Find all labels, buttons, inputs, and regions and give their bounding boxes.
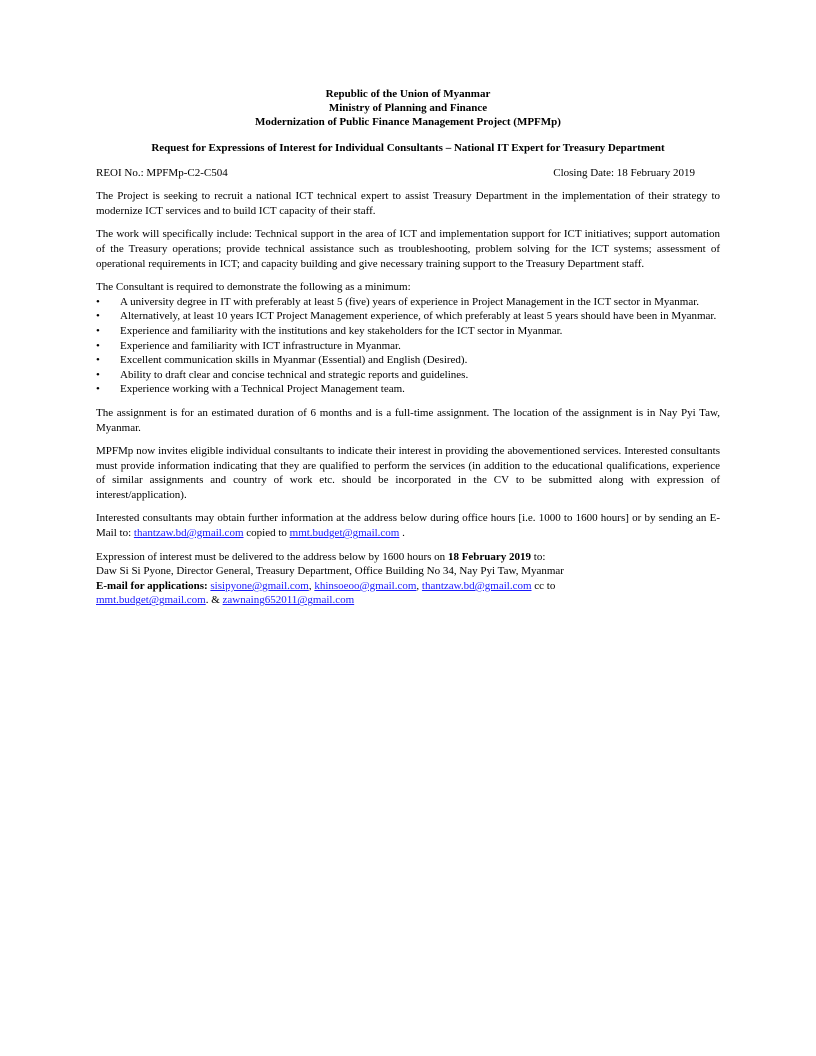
- bullet-icon: •: [96, 324, 100, 337]
- email-link-mmt-budget[interactable]: mmt.budget@gmail.com: [289, 527, 400, 540]
- delivery-date: 18 February 2019: [447, 550, 532, 563]
- bullet-icon: •: [96, 383, 100, 396]
- list-item: • Experience and familiarity with ICT infrastructure in Myanmar.: [96, 339, 401, 352]
- delivery-instruction: Expression of interest must be delivered to the address below by 1600 hours on 18 February 2019 to:: [96, 550, 546, 563]
- document-header: [96, 87, 720, 129]
- email-link-sisipyone[interactable]: sisipyone@gmail.com: [210, 579, 309, 592]
- paragraph-assignment-duration: The assignment is for an estimated duration of 6 months and is a full-time assignment. The location of the assignment is in Nay Pyi Taw, Myanmar.: [96, 406, 720, 434]
- list-item: • Alternatively, at least 10 years ICT Project Management experience, of which preferably at least 5 years should have been in Myanmar.: [96, 310, 717, 323]
- email-link-mmt-budget-2[interactable]: mmt.budget@gmail.com: [96, 594, 206, 607]
- reference-row: [96, 166, 720, 181]
- paragraph-invitation: MPFMp now invites eligible individual consultants to indicate their interest in providing the abovementioned services. Interested consultants must provide information indicating that they are qualified to perform the services (in addition to the educational qualifications, experience of similar assignments and country of work etc. should be incorporated in the CV to be submitted along with expression of interest/application).: [96, 445, 720, 501]
- requirements-intro: The Consultant is required to demonstrate the following as a minimum:: [96, 281, 411, 294]
- closing-date: Closing Date: 18 February 2019: [553, 166, 695, 179]
- reoi-number: REOI No.: MPFMp-C2-C504: [96, 166, 228, 179]
- email-link-zawnaing[interactable]: zawnaing652011@gmail.com: [222, 594, 355, 607]
- list-item: • Excellent communication skills in Myanmar (Essential) and English (Desired).: [96, 354, 468, 367]
- document-title: Request for Expressions of Interest for Individual Consultants – National IT Expert for Treasury Department: [151, 142, 665, 154]
- paragraph-project-intro: The Project is seeking to recruit a national ICT technical expert to assist Treasury Department in the implementation of their strategy to modernize ICT services and to build ICT capacity of their staff.: [96, 190, 720, 217]
- bullet-icon: •: [96, 354, 100, 367]
- application-emails: E-mail for applications: sisipyone@gmail.com, khinsoeoo@gmail.com, thantzaw.bd@gmail.com cc to mmt.budget@gmail.com. & zawnaing652011@gmail.com: [96, 579, 556, 607]
- delivery-section: [96, 550, 720, 608]
- bullet-icon: •: [96, 295, 100, 308]
- paragraph-work-scope: The work will specifically include: Technical support in the area of ICT and implementation support for ICT initiatives; support automation of the Treasury operations; provide technical assistance such as troubleshooting, problem solving for the ICT systems; assessment of operational requirements in ICT; and capacity building and give necessary training support to the Treasury Department staff.: [96, 228, 720, 270]
- list-item: • A university degree in IT with preferably at least 5 (five) years of experience in Project Management in the ICT sector in Myanmar.: [96, 295, 700, 308]
- bullet-icon: •: [96, 339, 100, 352]
- email-link-thantzaw-2[interactable]: thantzaw.bd@gmail.com: [421, 579, 532, 592]
- bullet-icon: •: [96, 310, 100, 323]
- delivery-address: Daw Si Si Pyone, Director General, Treasury Department, Office Building No 34, Nay Pyi Taw, Myanmar: [96, 565, 564, 578]
- bullet-icon: •: [96, 368, 100, 381]
- requirements-section: [96, 280, 720, 397]
- email-link-thantzaw[interactable]: thantzaw.bd@gmail.com: [133, 527, 244, 540]
- requirements-list: [96, 295, 720, 397]
- list-item: • Ability to draft clear and concise technical and strategic reports and guidelines.: [96, 368, 469, 381]
- document-page: [96, 87, 720, 608]
- email-link-khinsoeoo[interactable]: khinsoeoo@gmail.com: [314, 579, 417, 592]
- header-ministry: Ministry of Planning and Finance: [328, 102, 488, 114]
- header-country: Republic of the Union of Myanmar: [325, 88, 491, 100]
- paragraph-contact-info: Interested consultants may obtain further information at the address below during office hours [i.e. 1000 to 1600 hours] or by sending an E-Mail to: thantzaw.bd@gmail.com copied to mmt.budget@gmail.com .: [96, 512, 720, 540]
- list-item: • Experience working with a Technical Project Management team.: [96, 383, 405, 396]
- email-label: E-mail for applications:: [96, 579, 208, 592]
- header-project: Modernization of Public Finance Management Project (MPFMp): [255, 116, 561, 128]
- list-item: • Experience and familiarity with the institutions and key stakeholders for the ICT sector in Myanmar.: [96, 324, 563, 337]
